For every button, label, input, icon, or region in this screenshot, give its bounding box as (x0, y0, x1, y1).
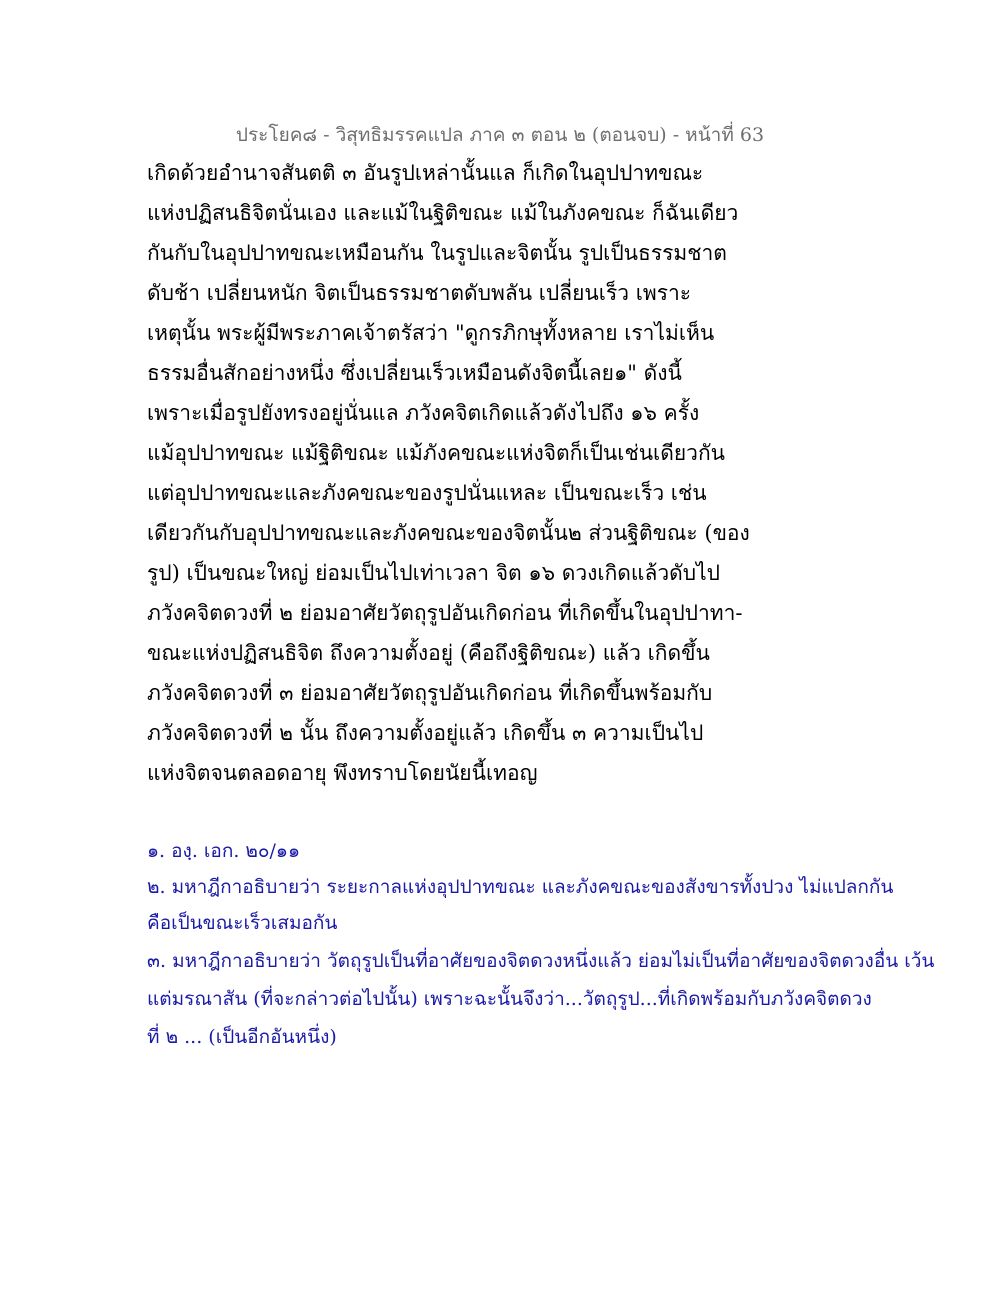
footnote-3-continued: ที่ ๒ ... (เป็นอีกอันหนึ่ง) (147, 1026, 337, 1048)
page-header: ประโยค๘ - วิสุทธิมรรคแปล ภาค ๓ ตอน ๒ (ตอนจบ) - หน้าที่ 63 (235, 124, 765, 146)
body-line: เกิดด้วยอำนาจสันตติ ๓ อันรูปเหล่านั้นแล ก็เกิดในอุปปาทขณะ (147, 161, 704, 185)
body-line: ขณะแห่งปฏิสนธิจิต ถึงความตั้งอยู่ (คือถึงฐิติขณะ) แล้ว เกิดขึ้น (147, 641, 710, 665)
body-line: แม้อุปปาทขณะ แม้ฐิติขณะ แม้ภังคขณะแห่งจิตก็เป็นเช่นเดียวกัน (147, 441, 726, 465)
footnote-2-continued: คือเป็นขณะเร็วเสมอกัน (147, 912, 338, 934)
body-line: เดียวกันกับอุปปาทขณะและภังคขณะของจิตนั้น๒ ส่วนฐิติขณะ (ของ (147, 521, 750, 545)
body-line: ธรรมอื่นสักอย่างหนึ่ง ซึ่งเปลี่ยนเร็วเหมือนดังจิตนี้เลย๑" ดังนี้ (147, 361, 682, 385)
body-line: กันกับในอุปปาทขณะเหมือนกัน ในรูปและจิตนั้น รูปเป็นธรรมชาต (147, 241, 727, 265)
body-line: เหตุนั้น พระผู้มีพระภาคเจ้าตรัสว่า "ดูกรภิกษุทั้งหลาย เราไม่เห็น (147, 321, 715, 345)
body-line: ดับช้า เปลี่ยนหนัก จิตเป็นธรรมชาตดับพลัน เปลี่ยนเร็ว เพราะ (147, 281, 692, 305)
body-line: แห่งปฏิสนธิจิตนั่นเอง และแม้ในฐิติขณะ แม้ในภังคขณะ ก็ฉันเดียว (147, 201, 739, 225)
body-line: รูป) เป็นขณะใหญ่ ย่อมเป็นไปเท่าเวลา จิต ๑๖ ดวงเกิดแล้วดับไป (147, 561, 720, 585)
footnote-2: ๒. มหาฎีกาอธิบายว่า ระยะกาลแห่งอุปปาทขณะ และภังคขณะของสังขารทั้งปวง ไม่แปลกกัน (147, 876, 894, 898)
body-line: แห่งจิตจนตลอดอายุ พึงทราบโดยนัยนี้เทอญ (147, 761, 538, 785)
body-line: ภวังคจิตดวงที่ ๒ นั้น ถึงความตั้งอยู่แล้ว เกิดขึ้น ๓ ความเป็นไป (147, 721, 704, 745)
body-line: แต่อุปปาทขณะและภังคขณะของรูปนั่นแหละ เป็นขณะเร็ว เช่น (147, 481, 707, 505)
footnote-3: ๓. มหาฎีกาอธิบายว่า วัตถุรูปเป็นที่อาศัยของจิตดวงหนึ่งแล้ว ย่อมไม่เป็นที่อาศัยของจิตดวงอื่น เว้น (147, 950, 935, 972)
body-text (147, 156, 847, 796)
footnote-1: ๑. องฺ. เอก. ๒๐/๑๑ (147, 840, 301, 862)
body-line: ภวังคจิตดวงที่ ๓ ย่อมอาศัยวัตถุรูปอันเกิดก่อน ที่เกิดขึ้นพร้อมกับ (147, 681, 713, 705)
body-line: ภวังคจิตดวงที่ ๒ ย่อมอาศัยวัตถุรูปอันเกิดก่อน ที่เกิดขึ้นในอุปปาทา- (147, 601, 743, 625)
footnote-3-continued: แต่มรณาสัน (ที่จะกล่าวต่อไปนั้น) เพราะฉะนั้นจึงว่า...วัตถุรูป...ที่เกิดพร้อมกับภวังคจิตดวง (147, 988, 872, 1010)
footnotes (147, 834, 935, 1056)
body-line: เพราะเมื่อรูปยังทรงอยู่นั่นแล ภวังคจิตเกิดแล้วดังไปถึง ๑๖ ครั้ง (147, 401, 700, 425)
